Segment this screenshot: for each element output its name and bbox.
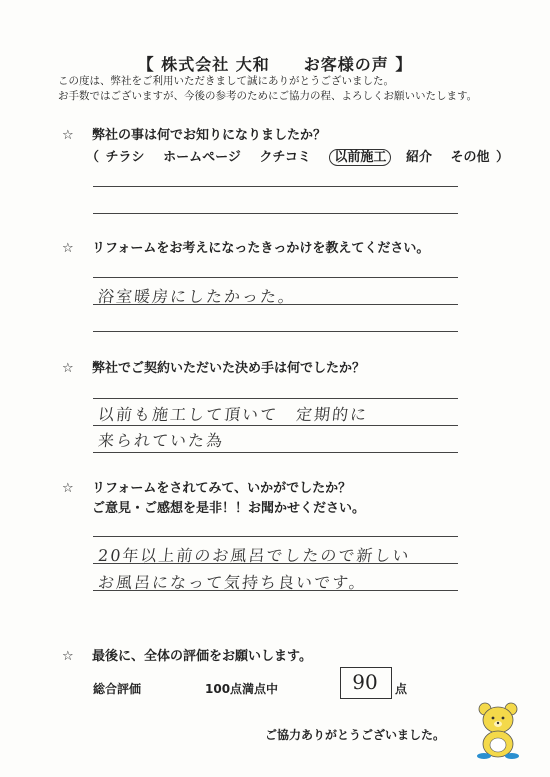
choice-other: その他 [450,150,490,165]
question-1 [62,124,326,143]
choice-word-of-mouth: クチコミ [259,150,311,165]
choices-close-paren: ） [496,150,510,165]
answer-line [93,304,458,305]
choices-open-paren: （ [86,150,100,165]
question-5 [62,645,312,664]
question-4 [62,477,351,496]
question-4-subtext: ご意見・ご感想を是非！！お聞かせください。 [92,501,366,516]
bear-mascot-icon [474,700,522,760]
question-2-text: リフォームをお考えになったきっかけを教えてください。 [92,241,430,256]
answer-line [93,277,458,278]
answer-line [93,331,458,332]
star-icon: ☆ [62,481,74,496]
star-icon: ☆ [62,128,74,143]
answer-line [93,452,458,453]
answer-line [93,563,458,564]
question-2 [62,237,429,256]
answer-line [93,425,458,426]
star-icon: ☆ [62,361,74,376]
score-unit: 点 [395,682,408,696]
intro-line-1: この度は、弊社をご利用いただきまして誠にありがとうございました。 [58,75,394,87]
source-choices [86,146,523,165]
star-icon: ☆ [62,241,74,256]
choice-flyer: チラシ [105,150,145,165]
answer-3-handwriting-line-1: 以前も施工して頂いて 定期的に [97,405,370,424]
answer-3-handwriting-line-2: 来られていた為 [97,431,226,450]
question-5-text: 最後に、全体の評価をお願いします。 [92,649,312,664]
star-icon: ☆ [62,649,74,664]
choice-homepage: ホームページ [163,150,241,165]
page-title: 【 株式会社 大和 お客様の声 】 [137,55,413,74]
answer-4-handwriting-line-1: 20年以上前のお風呂でしたので新しい [97,546,412,565]
answer-2-handwriting: 浴室暖房にしたかった。 [97,287,298,306]
rating-label: 総合評価 [93,682,142,696]
closing-message: ご協力ありがとうございました。 [265,728,446,742]
answer-line [93,398,458,399]
score-value: 90 [352,670,378,694]
choice-referral: 紹介 [405,150,432,165]
intro-line-2: お手数ではございますが、今後の参考のためにご協力の程、よろしくお願いいたします。 [58,90,478,102]
question-4-text: リフォームをされてみて、いかがでしたか？ [92,481,352,496]
answer-line [93,590,458,591]
answer-line [93,213,458,214]
rating-scale: 100点満点中 [205,682,279,696]
choice-previous-work-circled: 以前施工 [329,149,391,166]
question-3 [62,357,365,376]
question-3-text: 弊社でご契約いただいた決め手は何でしたか？ [92,361,366,376]
answer-4-handwriting-line-2: お風呂になって気持ち良いです。 [97,573,368,592]
answer-line [93,536,458,537]
answer-line [93,186,458,187]
question-1-text: 弊社の事は何でお知りになりましたか？ [92,128,327,143]
